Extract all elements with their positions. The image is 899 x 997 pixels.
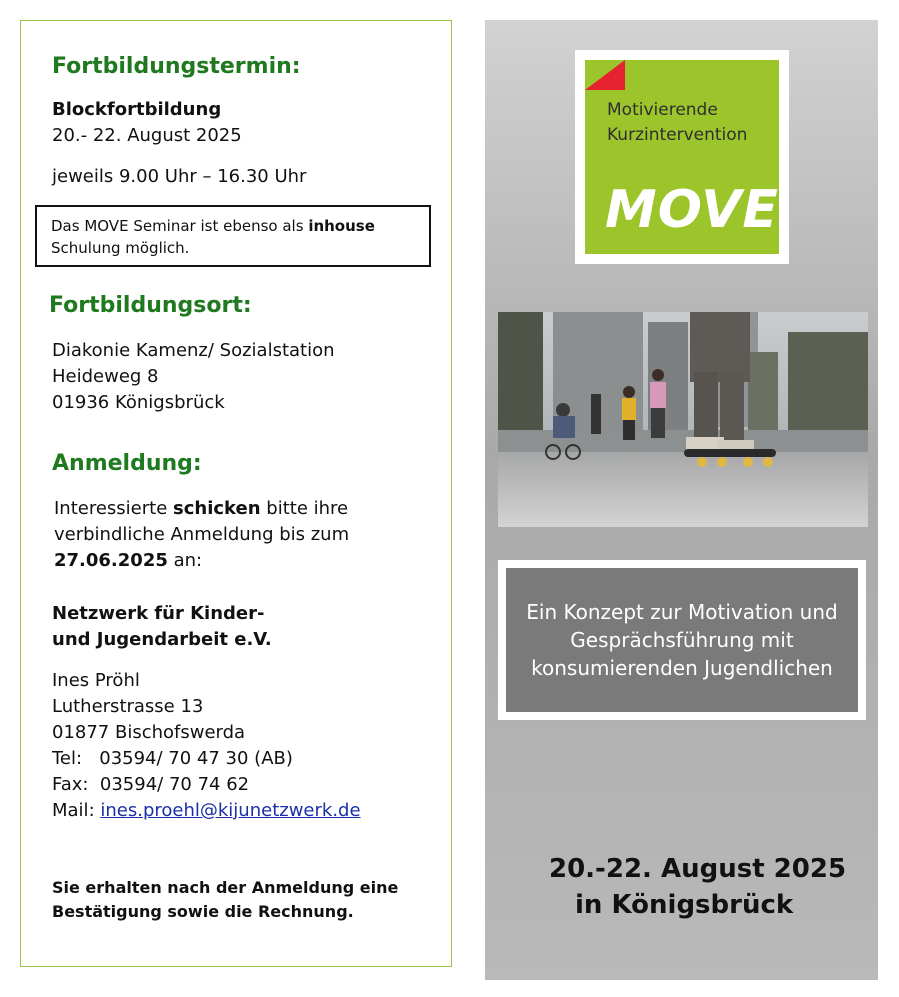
- location-name: Diakonie Kamenz/ Sozialstation: [52, 340, 335, 361]
- registration-line-3: [54, 548, 202, 574]
- mail-link[interactable]: ines.proehl@kijunetzwerk.de: [100, 800, 361, 821]
- skatepark-photo: [498, 312, 868, 527]
- inhouse-note-box: [35, 205, 431, 267]
- inhouse-note-text-2: Schulung möglich.: [51, 239, 190, 257]
- registration-text-3: an:: [167, 550, 203, 571]
- organisation-line-1: Netzwerk für Kinder-: [52, 603, 265, 624]
- logo-wordmark: MOVE: [605, 180, 779, 240]
- contact-tel: [52, 746, 293, 772]
- inhouse-note-bold: inhouse: [308, 217, 375, 235]
- tagline-inner: [506, 568, 858, 712]
- move-logo: [575, 50, 789, 264]
- inhouse-note-text: Das MOVE Seminar ist ebenso als: [51, 217, 309, 235]
- cover-panel: [485, 20, 878, 980]
- tel-label: Tel:: [52, 748, 83, 769]
- tagline-text: Ein Konzept zur Motivation und Gesprächsführung mit konsumierenden Jugendlichen: [526, 600, 838, 680]
- logo-subtitle-line-2: Kurzintervention: [607, 125, 748, 145]
- contact-street: Lutherstrasse 13: [52, 696, 204, 717]
- location-heading: Fortbildungsort:: [49, 293, 252, 318]
- registration-heading: Anmeldung:: [52, 451, 202, 476]
- footer-line-1: Sie erhalten nach der Anmeldung eine: [52, 878, 399, 897]
- skatepark-image: [498, 312, 868, 527]
- fax-value: 03594/ 70 74 62: [99, 774, 250, 795]
- logo-background: [585, 60, 779, 254]
- fax-label: Fax:: [52, 774, 89, 795]
- contact-mail: [52, 798, 361, 824]
- cover-date: 20.-22. August 2025: [549, 854, 847, 884]
- location-street: Heideweg 8: [52, 366, 159, 387]
- schedule-heading: Fortbildungstermin:: [52, 54, 301, 79]
- course-date: 20.- 22. August 2025: [52, 125, 242, 146]
- cover-location: in Königsbrück: [575, 890, 794, 920]
- organisation-line-2: und Jugendarbeit e.V.: [52, 629, 272, 650]
- tagline-box: [498, 560, 866, 720]
- logo-subtitle-line-1: Motivierende: [607, 100, 718, 120]
- info-panel: [20, 20, 452, 967]
- tel-value: 03594/ 70 47 30 (AB): [99, 748, 293, 769]
- mail-label: Mail:: [52, 800, 95, 821]
- course-type: Blockfortbildung: [52, 99, 222, 120]
- footer-line-2: Bestätigung sowie die Rechnung.: [52, 902, 354, 921]
- logo-subtitle: [607, 98, 747, 148]
- course-time: jeweils 9.00 Uhr – 16.30 Uhr: [52, 166, 307, 187]
- registration-text: Interessierte: [54, 498, 174, 519]
- registration-line-1: [54, 496, 348, 522]
- contact-city: 01877 Bischofswerda: [52, 722, 246, 743]
- registration-bold: schicken: [173, 498, 261, 519]
- red-corner-icon: [585, 60, 625, 90]
- footer-note: [52, 876, 398, 924]
- location-city: 01936 Königsbrück: [52, 392, 225, 413]
- registration-deadline: 27.06.2025: [54, 550, 168, 571]
- contact-name: Ines Pröhl: [52, 670, 140, 691]
- contact-fax: [52, 772, 249, 798]
- registration-line-2: verbindliche Anmeldung bis zum: [54, 524, 350, 545]
- registration-text-2: bitte ihre: [260, 498, 349, 519]
